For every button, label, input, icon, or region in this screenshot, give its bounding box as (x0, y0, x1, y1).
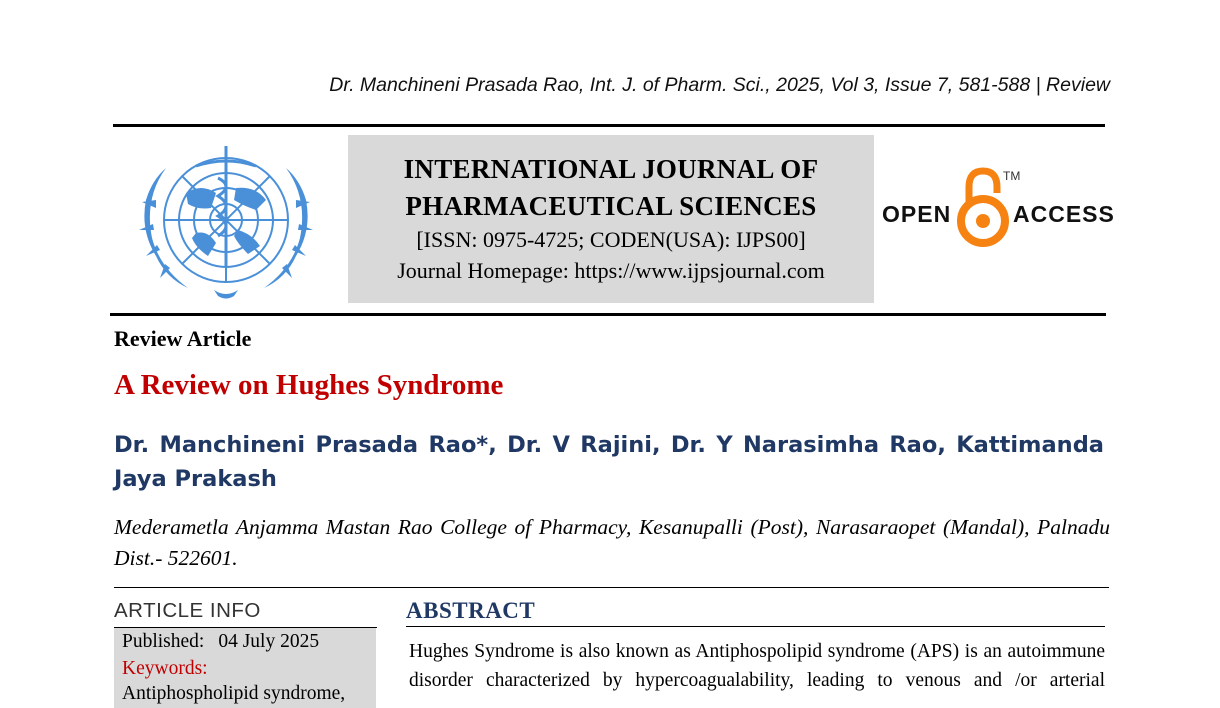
abstract-line-1: Hughes Syndrome is also known as Antiphospolipid syndrome (APS) is an autoimmune (409, 641, 1105, 662)
keyword-item: Antiphospholipid syndrome, (122, 683, 346, 704)
abstract-line-2: disorder characterized by hypercoagualability, leading to venous and /or arterial (409, 670, 1105, 691)
abstract-rule (406, 626, 1105, 627)
article-title: A Review on Hughes Syndrome (114, 369, 504, 401)
un-emblem-logo (126, 138, 326, 308)
published-row (122, 631, 319, 653)
header-rule-top (113, 124, 1105, 127)
journal-title-line1: INTERNATIONAL JOURNAL OF (403, 154, 819, 184)
article-type: Review Article (114, 326, 252, 351)
abstract-heading: ABSTRACT (406, 598, 536, 623)
section-divider (114, 587, 1109, 588)
author-list: Dr. Manchineni Prasada Rao*, Dr. V Rajini, Dr. Y Narasimha Rao, Kattimanda Jaya Prakash (114, 432, 1104, 492)
trademark-mark: TM (1003, 169, 1021, 183)
open-access-access-text: ACCESS (1013, 201, 1115, 227)
article-info-heading: ARTICLE INFO (114, 599, 261, 622)
open-access-open-text: OPEN (882, 201, 952, 227)
running-header-citation: Dr. Manchineni Prasada Rao, Int. J. of Pharm. Sci., 2025, Vol 3, Issue 7, 581-588 | Review (329, 74, 1110, 96)
journal-title-line2: PHARMACEUTICAL SCIENCES (405, 191, 817, 221)
published-label: Published: (122, 631, 205, 652)
abstract-text (409, 637, 1105, 695)
journal-title-box (348, 135, 874, 303)
header-rule-bottom (110, 313, 1106, 316)
keywords-label: Keywords: (122, 658, 208, 679)
published-date: 04 July 2025 (218, 631, 320, 652)
journal-issn: [ISSN: 0975-4725; CODEN(USA): IJPS00] (416, 227, 806, 252)
article-info-box (114, 628, 376, 708)
author-affiliation: Mederametla Anjamma Mastan Rao College of Pharmacy, Kesanupalli (Post), Narasaraopet (Mandal), Palnadu Dist.- 522601. (114, 515, 1110, 570)
journal-homepage-link[interactable]: Journal Homepage: https://www.ijpsjournal.com (397, 258, 825, 283)
open-access-logo (880, 165, 1115, 255)
